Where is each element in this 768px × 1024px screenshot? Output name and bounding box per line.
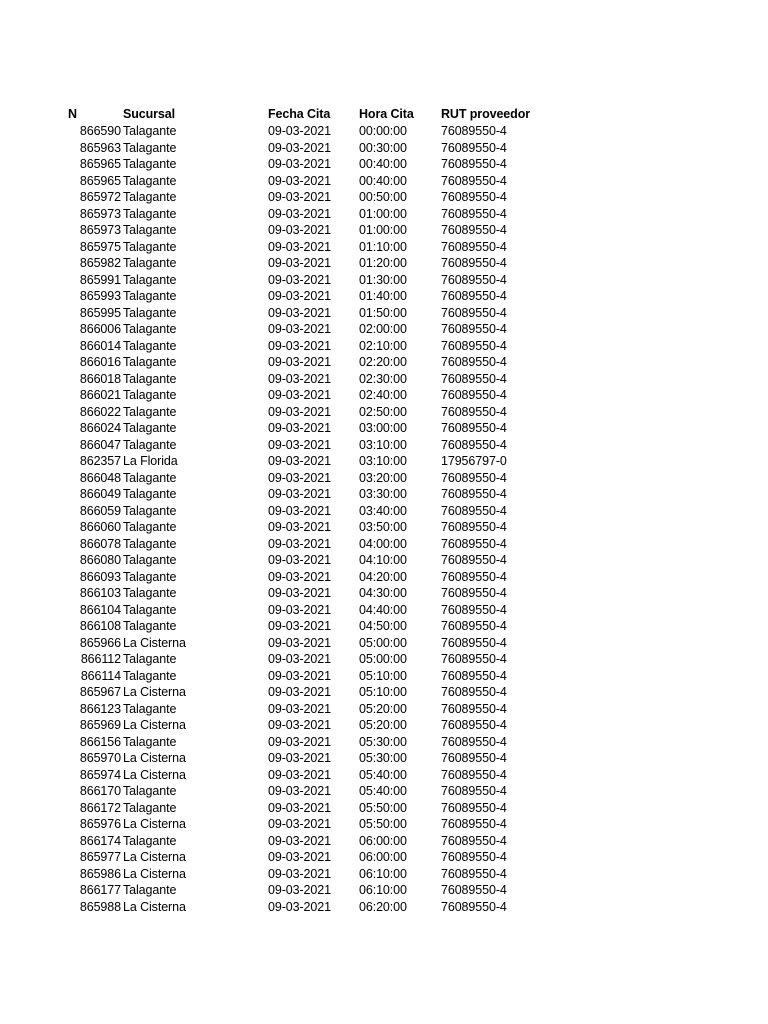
table-row <box>0 536 561 553</box>
cell-fecha-cita: 09-03-2021 <box>268 817 331 831</box>
table-body <box>0 123 561 915</box>
header-sucursal-label: Sucursal <box>123 107 176 121</box>
cell-sucursal: Talagante <box>123 553 177 567</box>
cell-hora-cita: 02:20:00 <box>359 355 407 369</box>
cell-hora-cita: 05:00:00 <box>359 652 407 666</box>
cell-hora-cita: 03:10:00 <box>359 454 407 468</box>
cell-fecha-cita: 09-03-2021 <box>268 899 331 914</box>
cell-fecha-cita: 09-03-2021 <box>268 668 331 683</box>
cell-sucursal: Talagante <box>123 470 177 485</box>
table-row <box>0 486 561 503</box>
appointments-table <box>0 106 561 915</box>
cell-sucursal: Talagante <box>123 701 177 716</box>
cell-fecha-cita: 09-03-2021 <box>268 652 331 666</box>
cell-sucursal: Talagante <box>123 173 177 188</box>
table-row <box>0 239 561 256</box>
cell-n: 866590 <box>79 124 121 138</box>
cell-rut-proveedor: 76089550-4 <box>441 569 507 584</box>
cell-n: 866049 <box>79 487 121 501</box>
cell-n: 866170 <box>79 784 121 798</box>
cell-hora-cita: 01:00:00 <box>359 206 407 221</box>
cell-hora-cita: 01:30:00 <box>359 272 407 287</box>
cell-fecha-cita: 09-03-2021 <box>268 239 331 254</box>
cell-rut-proveedor: 76089550-4 <box>441 322 507 336</box>
cell-rut-proveedor: 76089550-4 <box>441 817 507 831</box>
cell-sucursal: La Cisterna <box>123 767 186 782</box>
cell-n: 866014 <box>79 338 121 353</box>
cell-fecha-cita: 09-03-2021 <box>268 223 331 237</box>
cell-rut-proveedor: 76089550-4 <box>441 206 507 221</box>
cell-hora-cita: 05:30:00 <box>359 734 407 749</box>
cell-sucursal: Talagante <box>123 371 177 386</box>
cell-hora-cita: 01:50:00 <box>359 305 407 320</box>
cell-sucursal: Talagante <box>123 520 177 534</box>
cell-n: 866174 <box>79 833 121 848</box>
cell-rut-proveedor: 76089550-4 <box>441 619 507 633</box>
cell-fecha-cita: 09-03-2021 <box>268 322 331 336</box>
cell-hora-cita: 02:00:00 <box>359 322 407 336</box>
cell-n: 866172 <box>79 800 121 815</box>
table-row <box>0 602 561 619</box>
cell-n: 865988 <box>79 899 121 914</box>
cell-hora-cita: 03:40:00 <box>359 503 407 518</box>
cell-sucursal: Talagante <box>123 338 177 353</box>
cell-fecha-cita: 09-03-2021 <box>268 635 331 650</box>
cell-rut-proveedor: 76089550-4 <box>441 751 507 765</box>
cell-sucursal: Talagante <box>123 602 177 617</box>
cell-fecha-cita: 09-03-2021 <box>268 157 331 171</box>
cell-n: 866006 <box>79 322 121 336</box>
cell-rut-proveedor: 76089550-4 <box>441 272 507 287</box>
cell-hora-cita: 00:50:00 <box>359 190 407 204</box>
cell-fecha-cita: 09-03-2021 <box>268 206 331 221</box>
cell-rut-proveedor: 76089550-4 <box>441 602 507 617</box>
table-row <box>0 387 561 404</box>
cell-fecha-cita: 09-03-2021 <box>268 619 331 633</box>
cell-hora-cita: 01:00:00 <box>359 223 407 237</box>
table-row <box>0 321 561 338</box>
cell-n: 865973 <box>79 206 121 221</box>
cell-sucursal: Talagante <box>123 124 177 138</box>
cell-sucursal: Talagante <box>123 157 177 171</box>
cell-n: 865965 <box>79 173 121 188</box>
cell-fecha-cita: 09-03-2021 <box>268 421 331 435</box>
cell-fecha-cita: 09-03-2021 <box>268 371 331 386</box>
cell-sucursal: Talagante <box>123 652 177 666</box>
cell-hora-cita: 05:40:00 <box>359 767 407 782</box>
cell-sucursal: Talagante <box>123 404 177 419</box>
cell-rut-proveedor: 76089550-4 <box>441 157 507 171</box>
cell-hora-cita: 05:50:00 <box>359 800 407 815</box>
cell-hora-cita: 02:50:00 <box>359 404 407 419</box>
cell-sucursal: Talagante <box>123 256 177 270</box>
cell-rut-proveedor: 76089550-4 <box>441 784 507 798</box>
cell-hora-cita: 06:00:00 <box>359 833 407 848</box>
cell-fecha-cita: 09-03-2021 <box>268 173 331 188</box>
cell-rut-proveedor: 76089550-4 <box>441 520 507 534</box>
table-row <box>0 206 561 223</box>
table-row <box>0 453 561 470</box>
cell-rut-proveedor: 76089550-4 <box>441 437 507 452</box>
cell-hora-cita: 05:10:00 <box>359 668 407 683</box>
table-row <box>0 866 561 883</box>
cell-sucursal: Talagante <box>123 487 177 501</box>
cell-hora-cita: 05:40:00 <box>359 784 407 798</box>
header-n: N <box>68 107 77 121</box>
cell-n: 865982 <box>79 256 121 270</box>
cell-n: 862357 <box>79 454 121 468</box>
cell-rut-proveedor: 76089550-4 <box>441 404 507 419</box>
cell-rut-proveedor: 76089550-4 <box>441 652 507 666</box>
table-row <box>0 371 561 388</box>
cell-fecha-cita: 09-03-2021 <box>268 718 331 732</box>
cell-fecha-cita: 09-03-2021 <box>268 685 331 699</box>
cell-n: 865963 <box>79 140 121 155</box>
table-row <box>0 585 561 602</box>
table-row <box>0 255 561 272</box>
cell-hora-cita: 03:00:00 <box>359 421 407 435</box>
cell-rut-proveedor: 76089550-4 <box>441 503 507 518</box>
cell-n: 865965 <box>79 157 121 171</box>
table-row <box>0 800 561 817</box>
cell-sucursal: La Cisterna <box>123 850 186 864</box>
cell-n: 866016 <box>79 355 121 369</box>
cell-rut-proveedor: 76089550-4 <box>441 685 507 699</box>
cell-n: 866021 <box>79 388 121 402</box>
cell-hora-cita: 04:40:00 <box>359 602 407 617</box>
cell-n: 866024 <box>79 421 121 435</box>
cell-n: 866156 <box>79 734 121 749</box>
cell-hora-cita: 02:40:00 <box>359 388 407 402</box>
table-row <box>0 288 561 305</box>
cell-rut-proveedor: 76089550-4 <box>441 883 507 897</box>
cell-rut-proveedor: 76089550-4 <box>441 800 507 815</box>
cell-sucursal: La Cisterna <box>123 899 186 914</box>
cell-fecha-cita: 09-03-2021 <box>268 140 331 155</box>
cell-fecha-cita: 09-03-2021 <box>268 470 331 485</box>
cell-rut-proveedor: 76089550-4 <box>441 487 507 501</box>
table-row <box>0 272 561 289</box>
cell-fecha-cita: 09-03-2021 <box>268 520 331 534</box>
cell-rut-proveedor: 76089550-4 <box>441 338 507 353</box>
cell-n: 866078 <box>79 536 121 551</box>
cell-fecha-cita: 09-03-2021 <box>268 586 331 600</box>
cell-fecha-cita: 09-03-2021 <box>268 850 331 864</box>
cell-hora-cita: 00:40:00 <box>359 173 407 188</box>
cell-rut-proveedor: 76089550-4 <box>441 586 507 600</box>
cell-sucursal: Talagante <box>123 883 177 897</box>
cell-fecha-cita: 09-03-2021 <box>268 190 331 204</box>
cell-fecha-cita: 09-03-2021 <box>268 701 331 716</box>
cell-rut-proveedor: 76089550-4 <box>441 833 507 848</box>
cell-fecha-cita: 09-03-2021 <box>268 800 331 815</box>
cell-n: 866104 <box>79 602 121 617</box>
cell-rut-proveedor: 76089550-4 <box>441 355 507 369</box>
cell-hora-cita: 03:30:00 <box>359 487 407 501</box>
cell-rut-proveedor: 76089550-4 <box>441 190 507 204</box>
table-row <box>0 899 561 916</box>
cell-hora-cita: 00:00:00 <box>359 124 407 138</box>
cell-rut-proveedor: 76089550-4 <box>441 223 507 237</box>
cell-n: 865993 <box>79 289 121 303</box>
cell-hora-cita: 05:00:00 <box>359 635 407 650</box>
cell-n: 866093 <box>79 569 121 584</box>
cell-hora-cita: 04:20:00 <box>359 569 407 584</box>
cell-fecha-cita: 09-03-2021 <box>268 355 331 369</box>
cell-rut-proveedor: 76089550-4 <box>441 239 507 254</box>
table-row <box>0 717 561 734</box>
table-row <box>0 156 561 173</box>
table-row <box>0 437 561 454</box>
cell-rut-proveedor: 76089550-4 <box>441 124 507 138</box>
table-row <box>0 503 561 520</box>
cell-n: 866103 <box>79 586 121 600</box>
header-rut-proveedor: RUT proveedor <box>441 107 530 121</box>
cell-sucursal: Talagante <box>123 355 177 369</box>
cell-n: 866080 <box>79 553 121 567</box>
cell-n: 865974 <box>79 767 121 782</box>
cell-rut-proveedor: 76089550-4 <box>441 718 507 732</box>
appointments-sheet <box>0 106 768 915</box>
cell-sucursal: Talagante <box>123 322 177 336</box>
cell-hora-cita: 04:50:00 <box>359 619 407 633</box>
cell-sucursal: Talagante <box>123 437 177 452</box>
cell-sucursal: Talagante <box>123 190 177 204</box>
cell-rut-proveedor: 76089550-4 <box>441 701 507 716</box>
cell-fecha-cita: 09-03-2021 <box>268 124 331 138</box>
cell-n: 865967 <box>79 685 121 699</box>
table-row <box>0 684 561 701</box>
cell-rut-proveedor: 76089550-4 <box>441 850 507 864</box>
cell-fecha-cita: 09-03-2021 <box>268 602 331 617</box>
table-row <box>0 849 561 866</box>
cell-rut-proveedor: 76089550-4 <box>441 140 507 155</box>
cell-rut-proveedor: 76089550-4 <box>441 734 507 749</box>
cell-fecha-cita: 09-03-2021 <box>268 734 331 749</box>
cell-rut-proveedor: 76089550-4 <box>441 553 507 567</box>
cell-n: 866114 <box>80 668 121 683</box>
cell-sucursal: Talagante <box>123 206 177 221</box>
cell-rut-proveedor: 76089550-4 <box>441 536 507 551</box>
cell-hora-cita: 01:10:00 <box>359 239 407 254</box>
cell-fecha-cita: 09-03-2021 <box>268 256 331 270</box>
table-row <box>0 305 561 322</box>
cell-sucursal: Talagante <box>123 305 177 320</box>
cell-fecha-cita: 09-03-2021 <box>268 454 331 468</box>
cell-rut-proveedor: 76089550-4 <box>441 173 507 188</box>
cell-rut-proveedor: 76089550-4 <box>441 421 507 435</box>
cell-sucursal: Talagante <box>123 272 177 287</box>
table-row <box>0 420 561 437</box>
table-row <box>0 222 561 239</box>
cell-hora-cita: 03:20:00 <box>359 470 407 485</box>
cell-n: 866022 <box>79 404 121 419</box>
table-row <box>0 833 561 850</box>
cell-hora-cita: 06:10:00 <box>359 866 407 881</box>
cell-sucursal: La Cisterna <box>123 685 186 699</box>
table-row <box>0 816 561 833</box>
cell-sucursal: Talagante <box>123 668 177 683</box>
cell-sucursal: Talagante <box>123 223 177 237</box>
cell-fecha-cita: 09-03-2021 <box>268 338 331 353</box>
cell-n: 866060 <box>79 520 121 534</box>
cell-sucursal: La Florida <box>123 454 178 468</box>
cell-sucursal: Talagante <box>123 536 177 551</box>
cell-hora-cita: 06:00:00 <box>359 850 407 864</box>
cell-fecha-cita: 09-03-2021 <box>268 751 331 765</box>
table-row <box>0 651 561 668</box>
cell-sucursal: La Cisterna <box>123 817 186 831</box>
cell-sucursal: Talagante <box>123 569 177 584</box>
cell-fecha-cita: 09-03-2021 <box>268 833 331 848</box>
table-header <box>0 106 561 123</box>
cell-fecha-cita: 09-03-2021 <box>268 866 331 881</box>
cell-n: 865976 <box>79 817 121 831</box>
cell-sucursal: La Cisterna <box>123 718 186 732</box>
cell-hora-cita: 04:10:00 <box>359 553 407 567</box>
cell-fecha-cita: 09-03-2021 <box>268 767 331 782</box>
cell-n: 865991 <box>79 272 121 287</box>
table-row <box>0 783 561 800</box>
table-row <box>0 519 561 536</box>
cell-n: 866048 <box>79 470 121 485</box>
cell-hora-cita: 05:20:00 <box>359 701 407 716</box>
cell-rut-proveedor: 76089550-4 <box>441 256 507 270</box>
table-row <box>0 767 561 784</box>
cell-hora-cita: 06:10:00 <box>359 883 407 897</box>
table-row <box>0 470 561 487</box>
cell-sucursal: Talagante <box>123 784 177 798</box>
cell-hora-cita: 02:30:00 <box>359 371 407 386</box>
cell-rut-proveedor: 76089550-4 <box>441 767 507 782</box>
table-row <box>0 569 561 586</box>
cell-sucursal: Talagante <box>123 586 177 600</box>
cell-sucursal: La Cisterna <box>123 751 186 765</box>
table-row <box>0 882 561 899</box>
cell-n: 865969 <box>79 718 121 732</box>
cell-sucursal: Talagante <box>123 734 177 749</box>
cell-rut-proveedor: 76089550-4 <box>441 866 507 881</box>
cell-n: 866108 <box>79 619 121 633</box>
cell-hora-cita: 06:20:00 <box>359 899 407 914</box>
table-row <box>0 140 561 157</box>
cell-rut-proveedor: 76089550-4 <box>441 899 507 914</box>
cell-sucursal: Talagante <box>123 833 177 848</box>
cell-hora-cita: 05:30:00 <box>359 751 407 765</box>
cell-sucursal: Talagante <box>123 388 177 402</box>
cell-rut-proveedor: 76089550-4 <box>441 371 507 386</box>
cell-sucursal: Talagante <box>123 619 177 633</box>
cell-rut-proveedor: 76089550-4 <box>441 305 507 320</box>
cell-n: 866123 <box>79 701 121 716</box>
header-hora-cita: Hora Cita <box>359 107 414 121</box>
cell-sucursal: Talagante <box>123 421 177 435</box>
cell-sucursal: Talagante <box>123 503 177 518</box>
table-row <box>0 354 561 371</box>
cell-fecha-cita: 09-03-2021 <box>268 569 331 584</box>
cell-fecha-cita: 09-03-2021 <box>268 289 331 303</box>
cell-hora-cita: 05:50:00 <box>359 817 407 831</box>
table-row <box>0 404 561 421</box>
cell-hora-cita: 02:10:00 <box>359 338 407 353</box>
cell-sucursal: Talagante <box>123 800 177 815</box>
cell-n: 866177 <box>79 883 121 897</box>
cell-fecha-cita: 09-03-2021 <box>268 553 331 567</box>
cell-rut-proveedor: 76089550-4 <box>441 388 507 402</box>
header-row <box>0 106 561 123</box>
cell-hora-cita: 03:10:00 <box>359 437 407 452</box>
cell-n: 865986 <box>79 866 121 881</box>
cell-hora-cita: 01:40:00 <box>359 289 407 303</box>
table-row <box>0 750 561 767</box>
cell-n: 865973 <box>79 223 121 237</box>
cell-sucursal: La Cisterna <box>123 635 186 650</box>
cell-rut-proveedor: 76089550-4 <box>441 289 507 303</box>
table-row <box>0 668 561 685</box>
cell-hora-cita: 01:20:00 <box>359 256 407 270</box>
cell-fecha-cita: 09-03-2021 <box>268 784 331 798</box>
header-fecha-cita: Fecha Cita <box>268 107 331 121</box>
cell-fecha-cita: 09-03-2021 <box>268 305 331 320</box>
cell-n: 865970 <box>79 751 121 765</box>
cell-rut-proveedor: 76089550-4 <box>441 635 507 650</box>
cell-sucursal: La Cisterna <box>123 866 186 881</box>
cell-n: 866112 <box>80 652 121 666</box>
cell-hora-cita: 04:30:00 <box>359 586 407 600</box>
table-row <box>0 189 561 206</box>
cell-hora-cita: 05:10:00 <box>359 685 407 699</box>
table-row <box>0 618 561 635</box>
cell-fecha-cita: 09-03-2021 <box>268 883 331 897</box>
cell-hora-cita: 03:50:00 <box>359 520 407 534</box>
cell-n: 865977 <box>79 850 121 864</box>
cell-n: 865995 <box>79 305 121 320</box>
header-sucursal <box>123 106 268 123</box>
table-row <box>0 552 561 569</box>
cell-n: 865975 <box>79 239 121 254</box>
cell-fecha-cita: 09-03-2021 <box>268 404 331 419</box>
cell-fecha-cita: 09-03-2021 <box>268 536 331 551</box>
cell-fecha-cita: 09-03-2021 <box>268 388 331 402</box>
cell-hora-cita: 00:30:00 <box>359 140 407 155</box>
cell-hora-cita: 00:40:00 <box>359 157 407 171</box>
table-row <box>0 173 561 190</box>
cell-fecha-cita: 09-03-2021 <box>268 272 331 287</box>
cell-rut-proveedor: 17956797-0 <box>441 454 507 468</box>
table-row <box>0 338 561 355</box>
cell-rut-proveedor: 76089550-4 <box>441 668 507 683</box>
table-row <box>0 123 561 140</box>
cell-fecha-cita: 09-03-2021 <box>268 487 331 501</box>
cell-sucursal: Talagante <box>123 140 177 155</box>
cell-hora-cita: 04:00:00 <box>359 536 407 551</box>
table-row <box>0 734 561 751</box>
table-row <box>0 635 561 652</box>
table-row <box>0 701 561 718</box>
cell-n: 866059 <box>79 503 121 518</box>
cell-hora-cita: 05:20:00 <box>359 718 407 732</box>
cell-fecha-cita: 09-03-2021 <box>268 437 331 452</box>
cell-rut-proveedor: 76089550-4 <box>441 470 507 485</box>
cell-n: 865972 <box>79 190 121 204</box>
cell-fecha-cita: 09-03-2021 <box>268 503 331 518</box>
cell-sucursal: Talagante <box>123 289 177 303</box>
cell-sucursal: Talagante <box>123 239 177 254</box>
cell-n: 865966 <box>79 635 121 650</box>
cell-n: 866018 <box>79 371 121 386</box>
cell-n: 866047 <box>79 437 121 452</box>
